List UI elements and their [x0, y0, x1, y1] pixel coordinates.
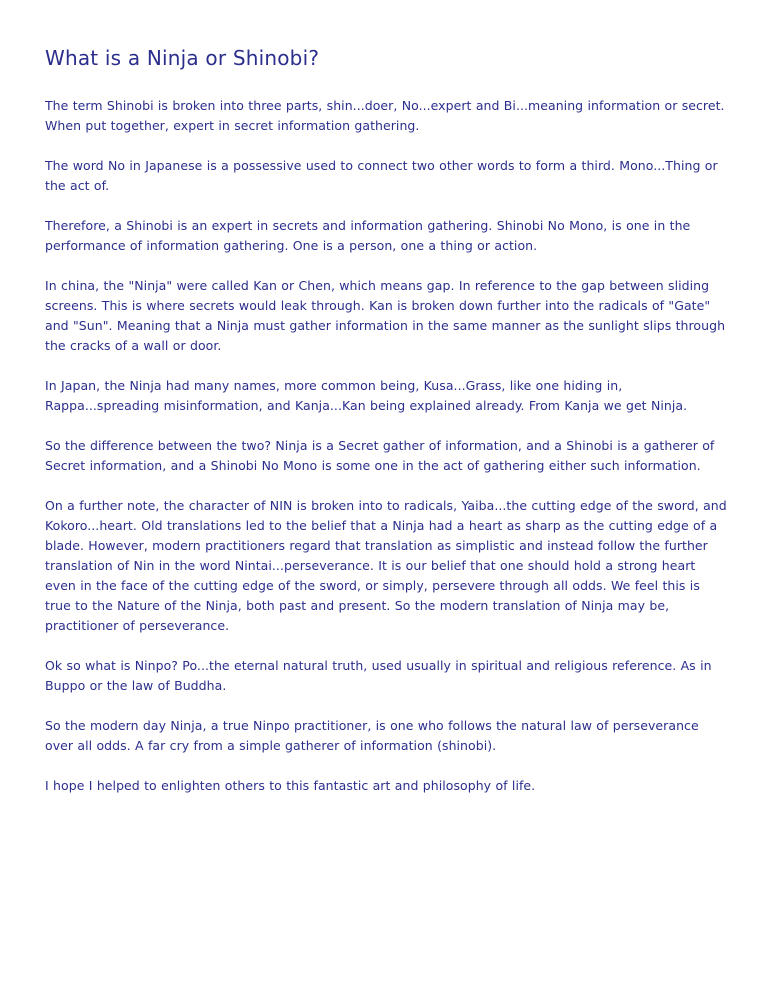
paragraph-modern-ninja: So the modern day Ninja, a true Ninpo practitioner, is one who follows the natural law of perseverance over all odds. A far cry from a simple gatherer of information (shinobi). [45, 718, 699, 753]
paragraph-nin-character: On a further note, the character of NIN is broken into to radicals, Yaiba...the cutting edge of the sword, and Kokoro...heart. Old translations led to the belief that a Ninja had a heart as sharp as the cutting edge of a blade. However, modern practitioners regard that translation as simplistic and instead follow the further translation of Nin in the word Nintai...perseverance. It is our belief that one should hold a strong heart even in the face of the cutting edge of the sword, or simply, persevere through all odds. We feel this is true to the Nature of the Ninja, both past and present. So the modern translation of Ninja may be, practitioner of perseverance. [45, 498, 727, 633]
paragraph-difference: So the difference between the two? Ninja is a Secret gather of information, and a Shinobi is a gatherer of Secret information, and a Shinobi No Mono is some one in the act of gathering either such information. [45, 438, 715, 473]
paragraph-ninpo: Ok so what is Ninpo? Po...the eternal natural truth, used usually in spiritual and religious reference. As in Buppo or the law of Buddha. [45, 658, 712, 693]
paragraph-china: In china, the "Ninja" were called Kan or Chen, which means gap. In reference to the gap between sliding screens. This is where secrets would leak through. Kan is broken down further into the radicals of "Gate" and "Sun". Meaning that a Ninja must gather information in the same manner as the sunlight slips through the cracks of a wall or door. [45, 278, 726, 353]
paragraph-shinobi-definition: The term Shinobi is broken into three parts, shin...doer, No...expert and Bi...meaning information or secret. When put together, expert in secret information gathering. [45, 98, 725, 133]
paragraph-therefore: Therefore, a Shinobi is an expert in secrets and information gathering. Shinobi No Mono, is one in the performance of information gathering. One is a person, one a thing or action. [45, 218, 691, 253]
paragraph-no-meaning: The word No in Japanese is a possessive used to connect two other words to form a third. Mono...Thing or the act of. [45, 158, 718, 193]
page-title: What is a Ninja or Shinobi? [45, 46, 320, 70]
paragraph-japan: In Japan, the Ninja had many names, more common being, Kusa...Grass, like one hiding in, Rappa...spreading misinformation, and Kanja...Kan being explained already. From Kanja we get Ninja. [45, 378, 688, 413]
paragraph-closing: I hope I helped to enlighten others to this fantastic art and philosophy of life. [45, 778, 536, 793]
